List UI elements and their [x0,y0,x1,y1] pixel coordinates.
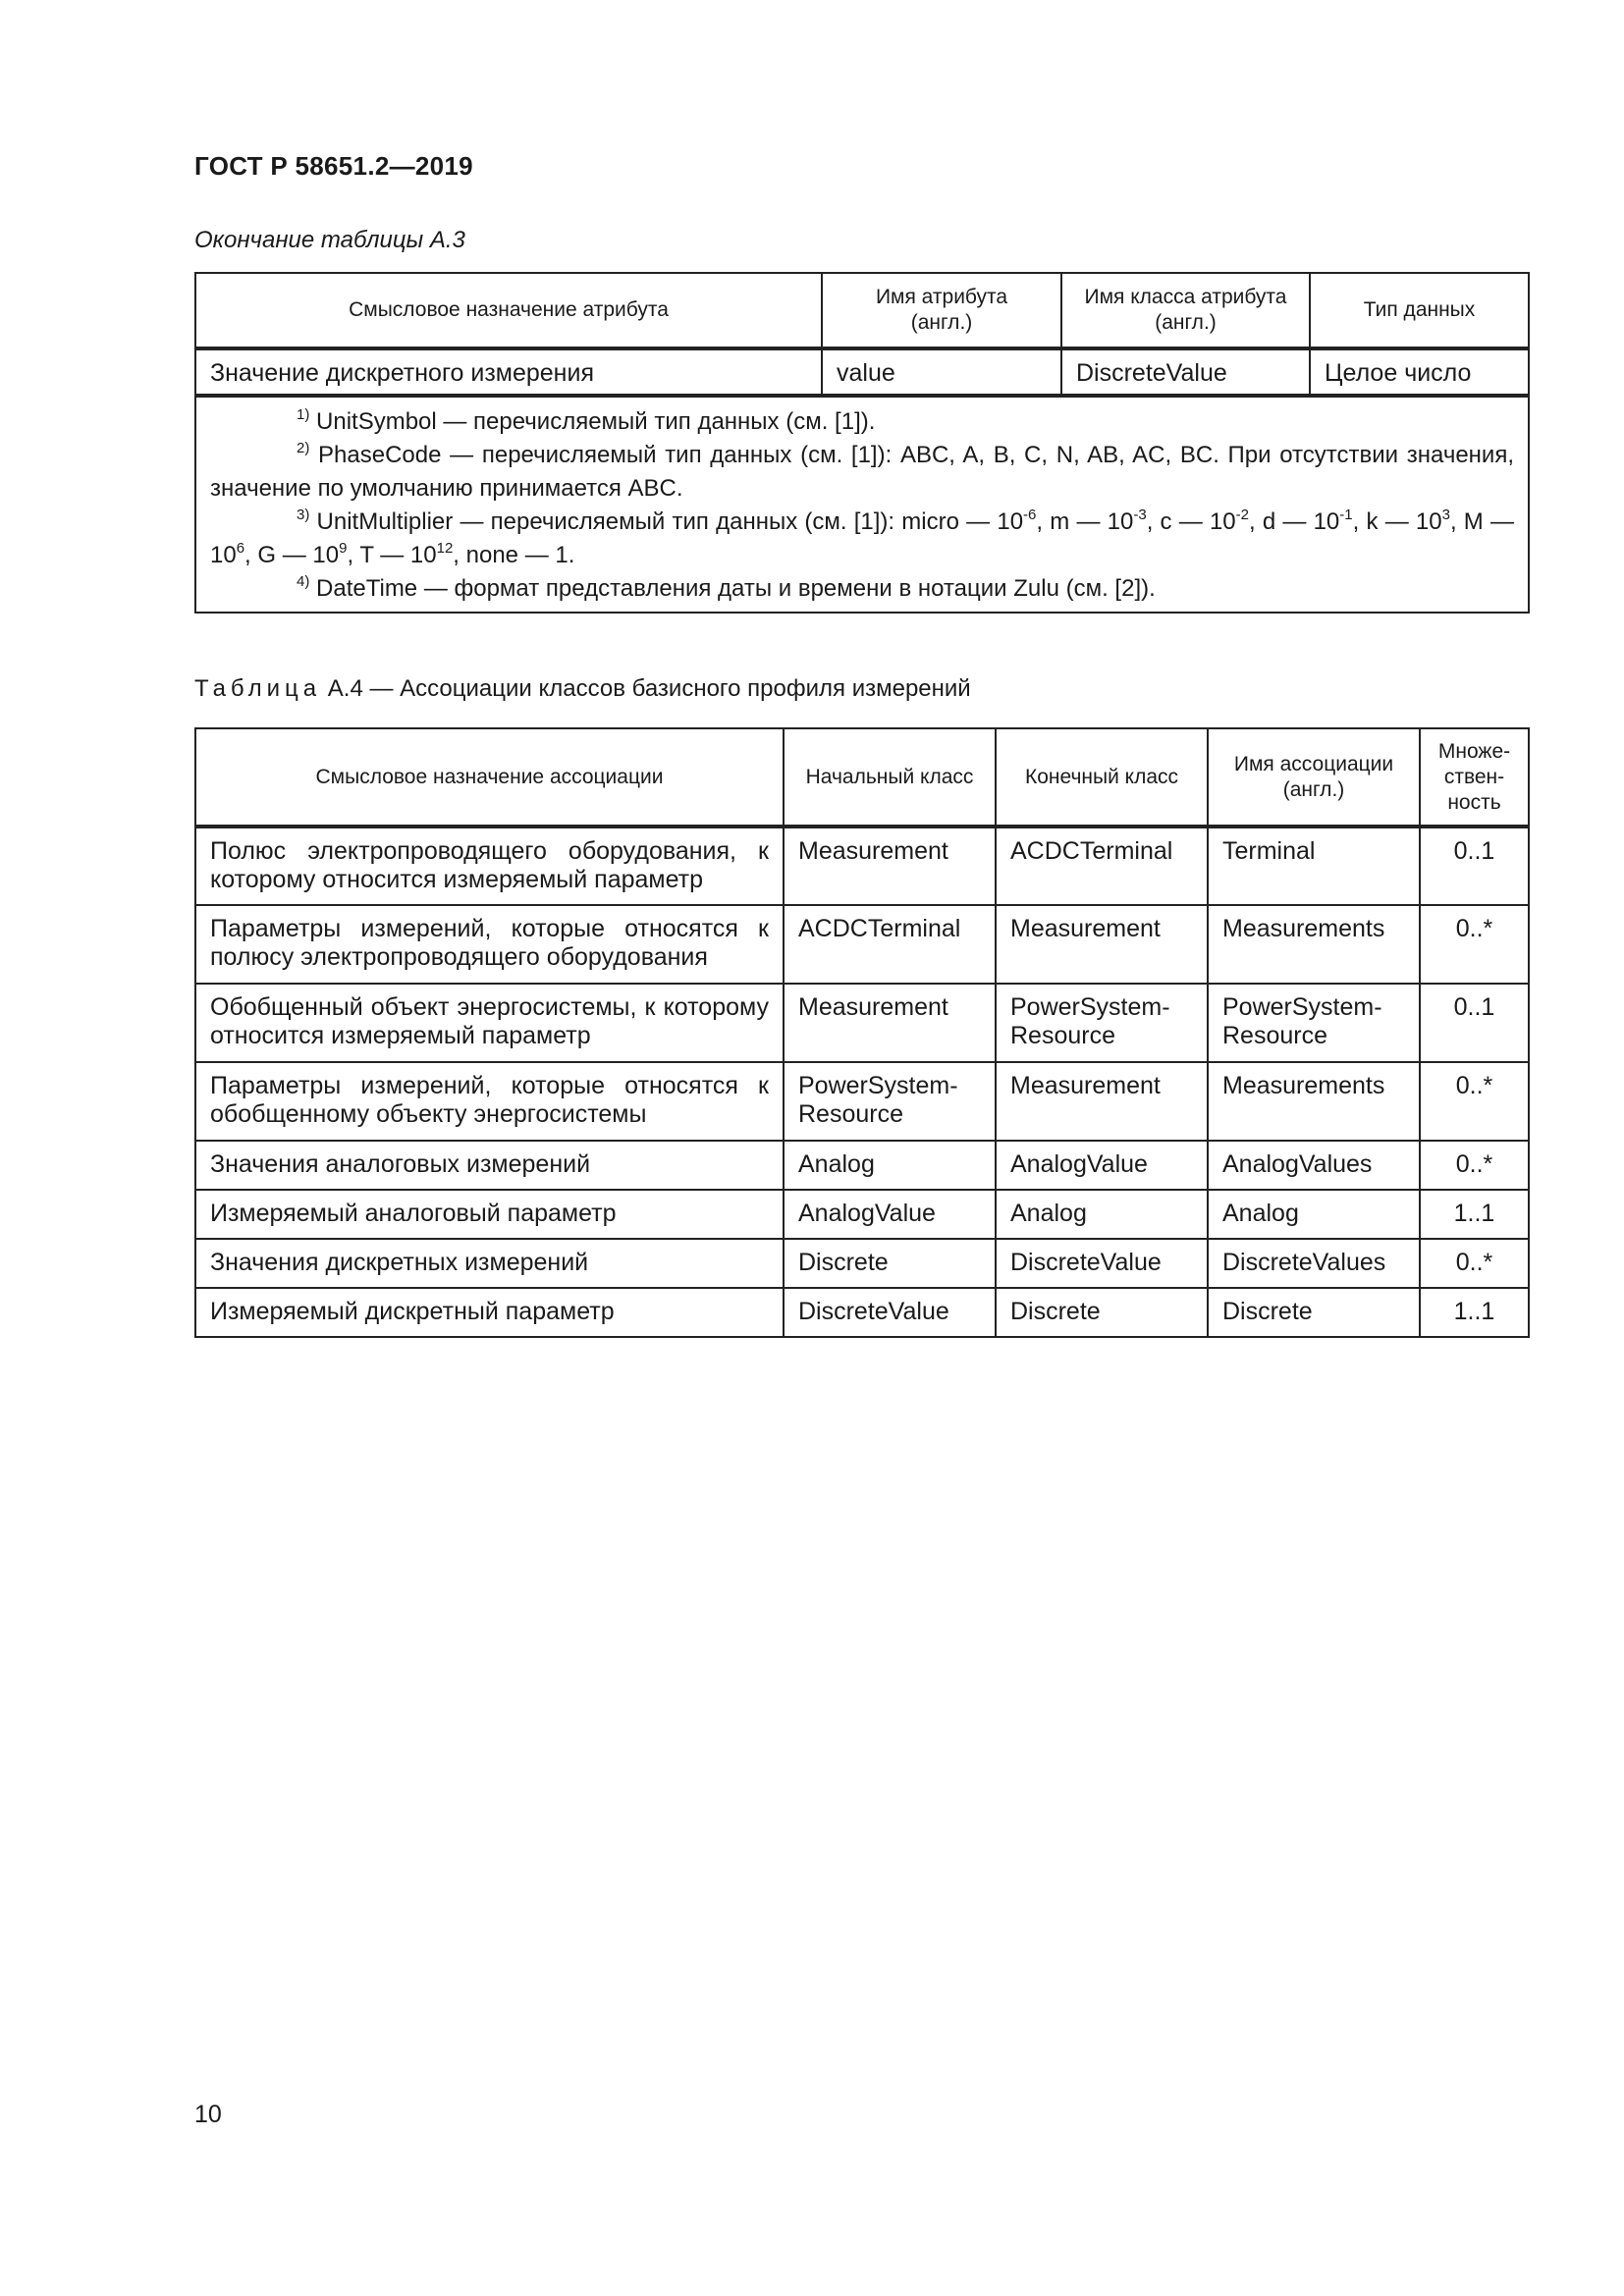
table-a3-col-data-type: Тип данных [1310,273,1529,348]
footnote-text: , m — 10 [1036,508,1134,535]
footnote-text: , G — 10 [244,542,340,568]
table-cell: DiscreteValue [996,1239,1208,1288]
table-a3-col-meaning: Смысловое назначение атрибута [195,273,822,348]
table-a4 [194,727,1530,1338]
table-cell: ACDCTerminal [996,827,1208,905]
table-a3 [194,272,1530,614]
table-a4-col-start-class: Начальный класс [784,728,996,827]
footnote-text: , T — 10 [347,542,437,568]
footnote-mark: 2) [297,440,310,456]
table-cell: DiscreteValue [784,1288,996,1337]
footnote-mark: 4) [297,573,310,590]
table-cell: Analog [996,1190,1208,1239]
table-cell: Terminal [1208,827,1420,905]
table-a3-col-attr-class: Имя класса атрибута (англ.) [1061,273,1310,348]
table-a4-caption-text: А.4 — Ассоциации классов базисного профиля измерений [327,675,971,702]
table-cell: AnalogValues [1208,1141,1420,1190]
table-cell: Обобщенный объект энергосистемы, к которому относится измеряемый параметр [195,984,784,1062]
table-row [195,1062,1529,1141]
power: 3 [1441,507,1450,523]
table-row [195,1141,1529,1190]
footnote-2 [210,439,1514,506]
footnote-mark: 3) [297,507,310,523]
table-cell: Discrete [996,1288,1208,1337]
table-cell: value [822,348,1061,396]
table-cell: Параметры измерений, которые относятся к обобщенному объекту энергосистемы [195,1062,784,1141]
table-cell: Discrete [1208,1288,1420,1337]
table-cell: 0..* [1420,1062,1529,1141]
table-cell: PowerSystem-Resource [996,984,1208,1062]
table-cell: Значение дискретного измерения [195,348,822,396]
power: 6 [236,540,245,557]
table-cell: Измеряемый аналоговый параметр [195,1190,784,1239]
table-cell: 0..* [1420,1239,1529,1288]
footnote-text: PhaseCode — перечисляемый тип данных (см. [1]): ABC, A, B, C, N, AB, AC, BC. При отсутствии значения, значение по умолчанию принимается ABC. [210,442,1515,502]
table-cell: PowerSystem-Resource [1208,984,1420,1062]
footnote-text: , M — 10 [210,508,1514,568]
footnote-4 [210,572,1514,606]
power: -2 [1235,507,1249,523]
table-a4-caption-label: Таблица [194,675,322,702]
table-cell: 0..1 [1420,984,1529,1062]
footnote-text: , k — 10 [1352,508,1442,535]
table-a4-col-assoc-name: Имя ассоциации (англ.) [1208,728,1420,827]
table-a3-header-row [195,273,1529,348]
table-cell: Значения аналоговых измерений [195,1141,784,1190]
table-cell: 1..1 [1420,1288,1529,1337]
table-cell: DiscreteValue [1061,348,1310,396]
table-cell: 0..* [1420,1141,1529,1190]
table-a4-caption [194,675,971,703]
table-cell: Измеряемый дискретный параметр [195,1288,784,1337]
table-cell: AnalogValue [784,1190,996,1239]
table-cell: Analog [1208,1190,1420,1239]
page-number: 10 [194,2101,222,2128]
footnote-1 [210,405,1514,439]
table-cell: AnalogValue [996,1141,1208,1190]
table-row [195,827,1529,905]
footnote-3 [210,506,1514,572]
table-row [195,348,1529,396]
table-a4-col-end-class: Конечный класс [996,728,1208,827]
power: -3 [1133,507,1147,523]
footnote-text: UnitSymbol — перечисляемый тип данных (см. [1]). [316,408,876,435]
power: -6 [1023,507,1037,523]
table-cell: Целое число [1310,348,1529,396]
footnote-text: , d — 10 [1248,508,1340,535]
table-cell: 1..1 [1420,1190,1529,1239]
table-a4-col-meaning: Смысловое назначение ассоциации [195,728,784,827]
table-row [195,1239,1529,1288]
power: 9 [339,540,348,557]
table-cell: Значения дискретных измерений [195,1239,784,1288]
table-cell: Measurement [784,827,996,905]
power: 12 [436,540,454,557]
footnote-mark: 1) [297,406,310,423]
document-standard-code: ГОСТ Р 58651.2—2019 [194,151,473,181]
table-cell: PowerSystem-Resource [784,1062,996,1141]
table-cell: Analog [784,1141,996,1190]
table-cell: Полюс электропроводящего оборудования, к которому относится измеряемый параметр [195,827,784,905]
table-cell: ACDCTerminal [784,905,996,984]
table-a4-header-row [195,728,1529,827]
table-cell: DiscreteValues [1208,1239,1420,1288]
table-a4-col-multiplicity: Множе- ствен- ность [1420,728,1529,827]
footnote-text: UnitMultiplier — перечисляемый тип данных (см. [1]): micro — 10 [316,508,1024,535]
table-cell: Measurement [996,905,1208,984]
table-row [195,1190,1529,1239]
table-a3-notes [195,396,1529,613]
table-row [195,905,1529,984]
table-a3-notes-row [195,396,1529,613]
power: -1 [1339,507,1353,523]
table-a3-col-attr-name: Имя атрибута (англ.) [822,273,1061,348]
table-a3-caption: Окончание таблицы А.3 [194,227,465,253]
table-row [195,984,1529,1062]
footnote-text: , c — 10 [1146,508,1236,535]
table-cell: Discrete [784,1239,996,1288]
table-cell: Measurements [1208,905,1420,984]
table-cell: Параметры измерений, которые относятся к полюсу электропроводящего оборудования [195,905,784,984]
table-cell: 0..* [1420,905,1529,984]
table-cell: Measurement [784,984,996,1062]
footnote-text: DateTime — формат представления даты и времени в нотации Zulu (см. [2]). [316,575,1156,602]
table-row [195,1288,1529,1337]
footnote-text: , none — 1. [453,542,575,568]
table-cell: 0..1 [1420,827,1529,905]
table-cell: Measurement [996,1062,1208,1141]
table-cell: Measurements [1208,1062,1420,1141]
